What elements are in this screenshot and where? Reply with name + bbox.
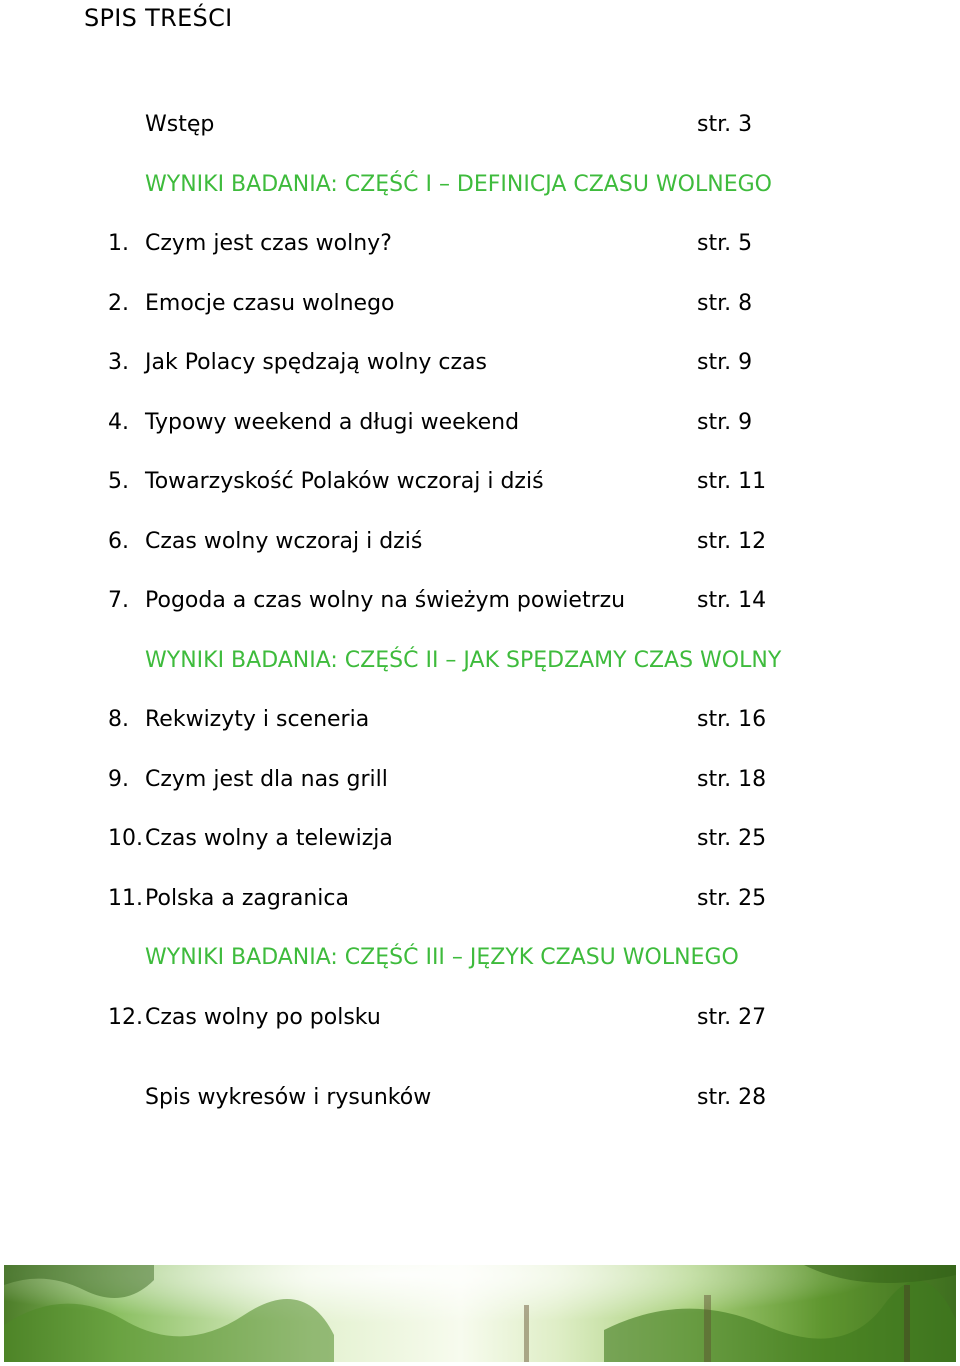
page-title: SPIS TREŚCI (84, 4, 233, 32)
toc-entry-page: str. 9 (697, 409, 753, 435)
toc-entry-title: Typowy weekend a długi weekend (145, 409, 520, 435)
toc-entry-page: str. 3 (697, 112, 753, 137)
foliage-image (4, 1265, 956, 1362)
toc-entry-number: 9. (108, 766, 129, 792)
toc-entry (0, 751, 960, 811)
toc-entry-title: Czas wolny a telewizja (145, 826, 393, 851)
toc-entry-number: 5. (108, 469, 129, 494)
section-heading-text: WYNIKI BADANIA: CZĘŚĆ II – JAK SPĘDZAMY CZAS WOLNY (145, 647, 782, 673)
toc-entry-page: str. 9 (697, 350, 753, 375)
toc-entry-number: 12. (108, 1004, 143, 1030)
table-of-contents (0, 96, 960, 1129)
toc-entry-page: str. 5 (697, 231, 753, 256)
toc-entry-number: 4. (108, 409, 129, 435)
toc-entry-title: Rekwizyty i sceneria (145, 707, 370, 732)
toc-entry-title: Jak Polacy spędzają wolny czas (145, 350, 487, 375)
toc-entry-page: str. 25 (697, 885, 767, 911)
toc-entry-page: str. 8 (697, 290, 753, 316)
toc-entry (0, 275, 960, 335)
toc-entry-number: 11. (108, 885, 143, 911)
toc-entry-number: 1. (108, 231, 129, 256)
toc-entry-title: Czym jest dla nas grill (145, 766, 388, 792)
toc-entry-number: 2. (108, 290, 129, 316)
toc-entry-number: 10. (108, 826, 143, 851)
toc-entry (0, 691, 960, 751)
toc-entry (0, 810, 960, 870)
toc-entry-page: str. 16 (697, 707, 767, 732)
toc-entry-number: 6. (108, 528, 129, 554)
toc-entry-number: 8. (108, 707, 129, 732)
toc-entry (0, 572, 960, 632)
section-heading-text: WYNIKI BADANIA: CZĘŚĆ III – JĘZYK CZASU WOLNEGO (145, 945, 739, 970)
toc-entry-page: str. 11 (697, 469, 767, 494)
toc-entry-title: Czas wolny wczoraj i dziś (145, 528, 423, 554)
toc-entry (0, 394, 960, 454)
toc-entry (0, 334, 960, 394)
toc-entry (0, 989, 960, 1049)
toc-entry (0, 870, 960, 930)
toc-entry-title: Emocje czasu wolnego (145, 290, 395, 316)
toc-entry-title: Czym jest czas wolny? (145, 231, 392, 256)
toc-entry-title: Wstęp (145, 112, 215, 137)
toc-entry (0, 453, 960, 513)
toc-entry-page: str. 18 (697, 766, 767, 792)
toc-section-heading (0, 929, 960, 989)
section-heading-text: WYNIKI BADANIA: CZĘŚĆ I – DEFINICJA CZASU WOLNEGO (145, 171, 772, 197)
toc-entry-title: Towarzyskość Polaków wczoraj i dziś (145, 469, 544, 494)
toc-entry-page: str. 14 (697, 588, 767, 613)
toc-entry-title: Pogoda a czas wolny na świeżym powietrzu (145, 588, 626, 613)
foliage-banner (4, 1265, 956, 1362)
toc-entry-page: str. 12 (697, 528, 767, 554)
toc-entry (0, 513, 960, 573)
toc-entry-title: Spis wykresów i rysunków (145, 1085, 432, 1110)
toc-entry (0, 215, 960, 275)
toc-entry-page: str. 27 (697, 1004, 767, 1030)
toc-section-heading (0, 632, 960, 692)
toc-entry-page: str. 25 (697, 826, 767, 851)
toc-entry-page: str. 28 (697, 1085, 767, 1110)
toc-entry-title: Polska a zagranica (145, 885, 349, 911)
toc-entry-title: Czas wolny po polsku (145, 1004, 381, 1030)
toc-section-heading (0, 156, 960, 216)
toc-entry (0, 96, 960, 156)
toc-entry (0, 1069, 960, 1129)
toc-entry-number: 3. (108, 350, 129, 375)
toc-entry-number: 7. (108, 588, 129, 613)
